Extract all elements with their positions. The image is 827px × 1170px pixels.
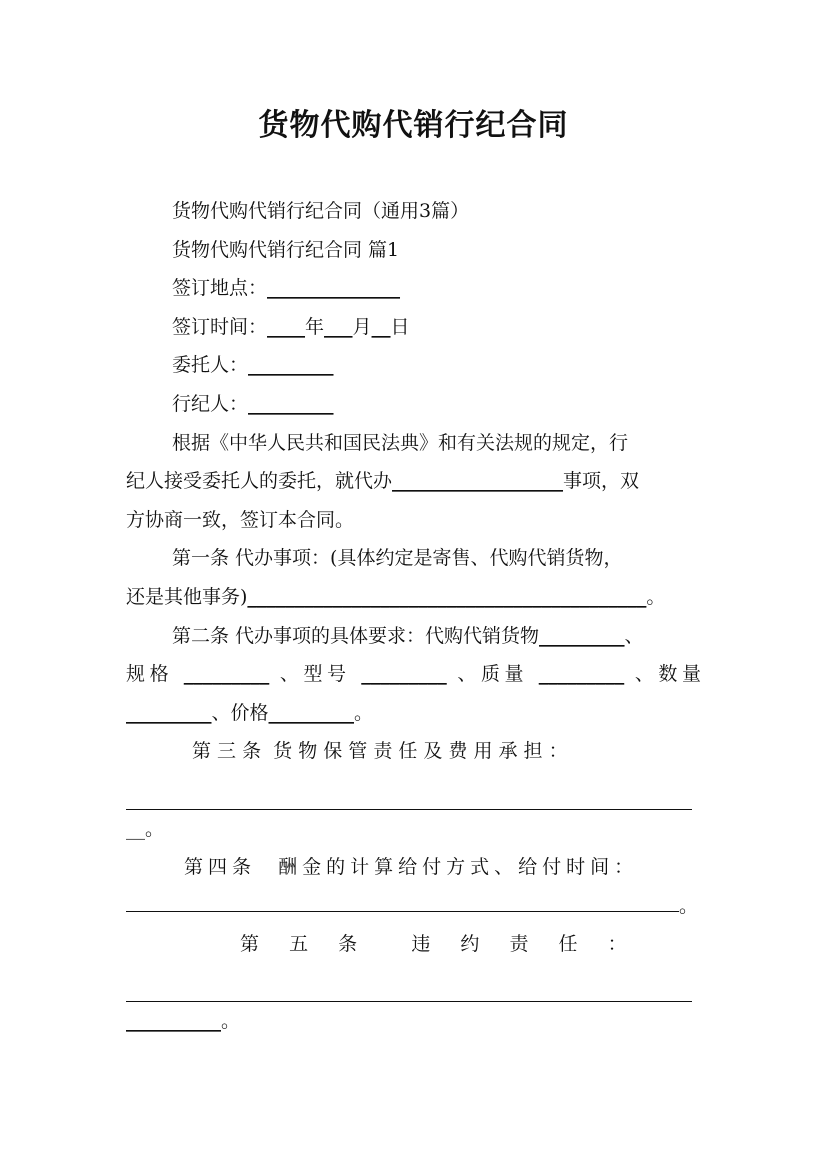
- model-blank: _________: [361, 663, 447, 686]
- article-5-blank-line: [126, 964, 692, 1003]
- spec-label: 规格: [126, 663, 174, 686]
- article-2-line-1: [126, 617, 701, 656]
- principal-line: [126, 346, 701, 385]
- sign-place-line: [126, 269, 701, 308]
- month-char: 月: [352, 315, 372, 338]
- article-5-blank: __________: [126, 1010, 221, 1033]
- sign-day-blank: __: [371, 315, 391, 338]
- article-5-line-3: [126, 1002, 701, 1041]
- article-4-line-1: 第四条 酬金的计算给付方式、给付时间：: [184, 856, 639, 879]
- agent-blank: _________: [248, 392, 334, 415]
- intro-text-b: 事项，双: [563, 470, 640, 493]
- sign-time-label: 签订时间：: [172, 315, 268, 338]
- sign-time-line: [126, 308, 701, 347]
- model-label: 、型号: [279, 663, 351, 686]
- document-title: 货物代购代销行纪合同: [258, 108, 569, 143]
- article-3-line-1: 第 三 条 货 物 保 管 责 任 及 费 用 承 担 ：: [192, 740, 568, 763]
- goods-blank: _________: [539, 624, 625, 647]
- quality-label: 、质量: [457, 663, 529, 686]
- year-char: 年: [305, 315, 325, 338]
- article-1-line-2: [126, 578, 701, 617]
- article-2-line-2: [126, 655, 701, 694]
- principal-blank: _________: [248, 354, 334, 377]
- article-1-blank: __________________________________________: [247, 585, 647, 608]
- agent-line: [126, 385, 701, 424]
- article-2-comma: 、: [624, 624, 644, 647]
- agent-label: 行纪人：: [172, 392, 249, 415]
- article-3-line-3: __。: [126, 817, 165, 840]
- sign-place-label: 签订地点：: [172, 277, 268, 300]
- article-4-line-2: [126, 887, 701, 926]
- quantity-label: 、数量: [634, 663, 701, 686]
- sign-year-blank: ____: [267, 315, 306, 338]
- article-2-text: 第二条 代办事项的具体要求：代购代销货物: [172, 624, 540, 647]
- article-1-text: 还是其他事务): [126, 585, 248, 608]
- document-body: [126, 192, 701, 1041]
- intro-line-3: 方协商一致，签订本合同。: [126, 508, 355, 531]
- article-4-end: 。: [679, 894, 699, 917]
- price-label: 、价格: [211, 701, 269, 724]
- sign-place-blank: ______________: [267, 277, 401, 300]
- intro-line-2: [126, 462, 701, 501]
- article-2-end: 。: [354, 701, 374, 724]
- intro-line-1: 根据《中华人民共和国民法典》和有关法规的规定，行: [172, 431, 629, 454]
- article-5-line-1: 第 五 条 违 约 责 任 ：: [240, 933, 633, 956]
- sign-month-blank: ___: [324, 315, 353, 338]
- intro-matter-blank: __________________: [392, 470, 564, 493]
- day-char: 日: [390, 315, 410, 338]
- quantity-blank: _________: [126, 701, 212, 724]
- article-4-blank: [126, 887, 679, 912]
- price-blank: _________: [268, 701, 355, 724]
- quality-blank: _________: [538, 663, 625, 686]
- article-heading: 货物代购代销行纪合同 篇1: [172, 238, 400, 261]
- article-3-blank-line: [126, 771, 692, 810]
- spec-blank: _________: [183, 663, 270, 686]
- subtitle: 货物代购代销行纪合同（通用3篇）: [172, 200, 470, 222]
- intro-text-a: 纪人接受委托人的委托，就代办: [126, 470, 393, 493]
- article-1-line-1: 第一条 代办事项：(具体约定是寄售、代购代销货物，: [172, 547, 623, 570]
- article-5-end: 。: [221, 1010, 241, 1033]
- principal-label: 委托人：: [172, 354, 249, 377]
- article-2-line-3: [126, 694, 701, 733]
- article-1-end: 。: [646, 585, 666, 608]
